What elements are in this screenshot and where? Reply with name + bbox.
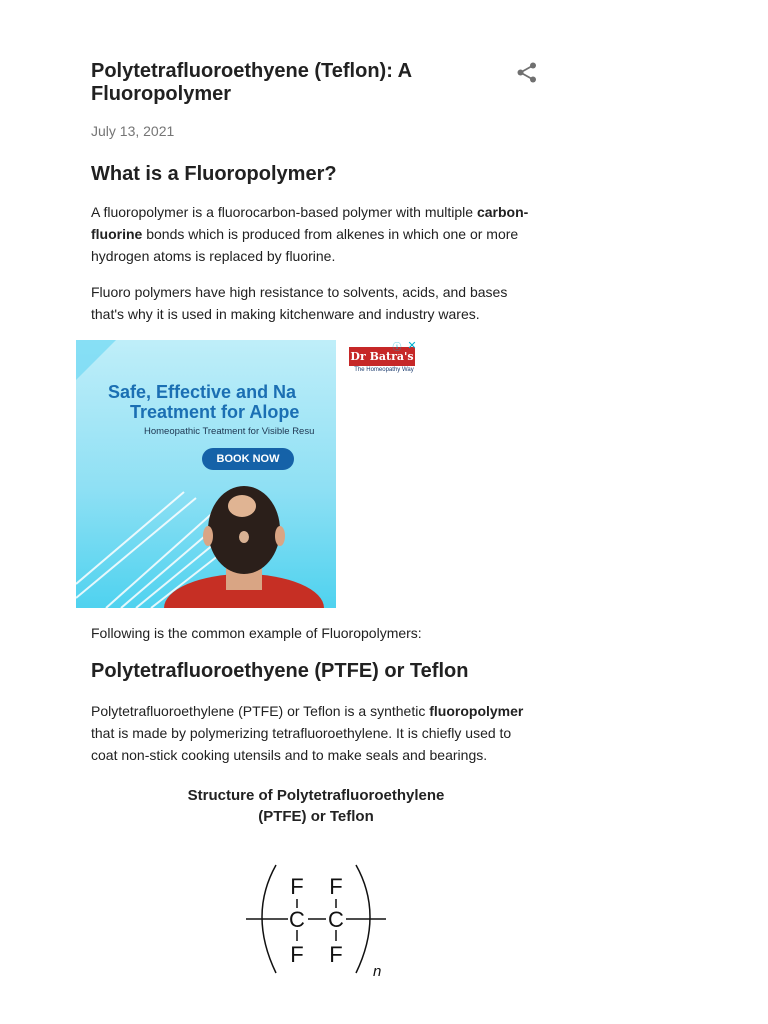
bold-term: carbon-fluorine <box>91 204 529 242</box>
ad-background-graphic <box>76 340 336 608</box>
ad-headline-line: Treatment for Alope <box>130 402 300 422</box>
ad-banner[interactable] <box>76 340 336 608</box>
paragraph-text: bonds which is produced from alkenes in which one or more hydrogen atoms is replaced by fluorine. <box>91 226 519 264</box>
ad-logo: Dr Batra's <box>349 347 415 366</box>
bold-term: fluoropolymer <box>429 703 524 719</box>
share-button[interactable] <box>514 60 540 86</box>
ad-logo-tagline: The Homeopathy Way <box>354 367 414 373</box>
atom-f-bottom-2: F <box>329 942 343 967</box>
book-now-button[interactable]: BOOK NOW <box>202 448 294 470</box>
section-heading-ptfe: Polytetrafluoroethyene (PTFE) or Teflon <box>91 660 469 682</box>
structure-title-line: Structure of Polytetrafluoroethylene <box>187 787 445 804</box>
paragraph-ptfe <box>91 700 536 766</box>
atom-f-top-1: F <box>290 874 304 899</box>
structure-title-line: (PTFE) or Teflon <box>258 808 374 825</box>
paragraph-text: A fluoropolymer is a fluorocarbon-based polymer with multiple <box>91 204 477 220</box>
structure-title <box>160 785 472 827</box>
atom-f-bottom-1: F <box>290 942 304 967</box>
repeat-subscript-n: n <box>373 963 382 980</box>
ad-headline-line: Safe, Effective and Na <box>108 382 297 402</box>
ad-choices-icon[interactable]: ⓘ <box>392 342 402 352</box>
atom-c-2: C <box>328 907 344 932</box>
paragraph-text: Polytetrafluoroethylene (PTFE) or Teflon is a synthetic <box>91 703 430 719</box>
paragraph-properties: Fluoro polymers have high resistance to solvents, acids, and bases that's why it is used in making kitchenware and industry wares. <box>91 284 508 322</box>
paragraph-definition <box>91 201 536 267</box>
paragraph-examples-intro: Following is the common example of Fluoropolymers: <box>91 625 422 641</box>
section-heading-fluoropolymer: What is a Fluoropolymer? <box>91 163 337 185</box>
atom-f-top-2: F <box>329 874 343 899</box>
ad-subtext: Homeopathic Treatment for Visible Resu <box>144 426 315 437</box>
share-icon <box>514 60 540 86</box>
paragraph-text: that is made by polymerizing tetrafluoroethylene. It is chiefly used to coat non-stick cooking utensils and to make seals and bearings. <box>91 725 512 763</box>
ad-headline <box>76 382 336 422</box>
atom-c-1: C <box>289 907 305 932</box>
post-date: July 13, 2021 <box>91 123 175 139</box>
post-title: Polytetrafluoroethyene (Teflon): A Fluoropolymer <box>91 60 412 105</box>
close-icon[interactable]: ✕ <box>407 340 417 352</box>
ptfe-structure-diagram <box>236 855 396 990</box>
